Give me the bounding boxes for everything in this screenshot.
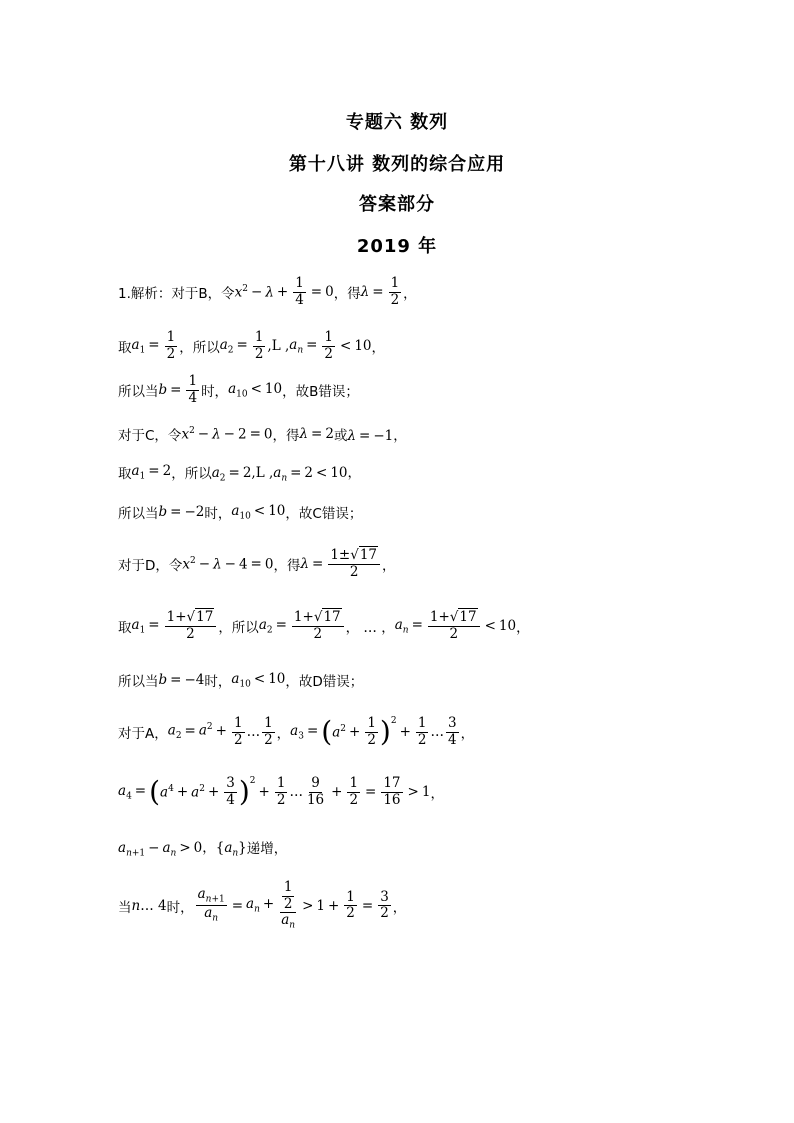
section-title: 答案部分 xyxy=(359,194,435,215)
solution-line-1: 1.解析：对于B，令 $x^2 - \lambda$ + $\frac{1}{4}$ = 0 ，得 λ = $\frac{1}{2}$ ， xyxy=(118,275,417,308)
solution-line-10: 对于A， $a_2 = a^2$ + $\frac{1}{2}$ … 1 2 ， $a_3$ = ( $a^2$ + $\frac{1}{2}$ ) $^2$ + $\frac{1}{2}$ … 3 4 ， xyxy=(118,715,475,749)
lecture-title: 第十八讲 数列的综合应用 xyxy=(288,154,506,175)
solution-line-2: 取 $a_1$ = $\frac{1}{2}$ ，所以 $a_2$ = $\frac{1}{2}$ ,L , $a_n$ = $\frac{1}{2}$ < 10 ， xyxy=(118,329,386,362)
solution-line-7: 对于D，令 $x^2 - \lambda - 4 = 0$ ，得 λ = $\frac{1\pm√17}{2}$ ， xyxy=(118,547,396,580)
topic-title: 专题六 数列 xyxy=(345,112,449,133)
solution-line-4: 对于C，令 $x^2 - \lambda - 2 = 0$ ，得 λ = 2 或 λ = −1， xyxy=(118,425,407,444)
solution-line-11: $a_4$ = ( $a^4 + a^2$ + $\frac{3}{4}$ ) $^2$ + $\frac{1}{2}$ … 9 16 + $\frac{1}{2}$ = $\frac{17}{16}$ > 1 ， xyxy=(118,775,444,809)
solution-line-13: 当 n… 4 时， $\frac{a_{n+1}}{a_n}$ = $a_n$ + $\frac{\frac{1}{2}}{a_n}$ > 1 + $\frac{1}{2}$ = $\frac{3}{2}$ ， xyxy=(118,879,407,931)
solution-line-12: $a_{n+1} - a_n > 0$，$\{a_n\}$ 递增， xyxy=(118,840,288,859)
solution-line-6: 所以当 b = −2 时， $a_{10} < 10$ ，故C错误； xyxy=(118,502,363,522)
solution-line-9: 所以当 b = −4 时， $a_{10} < 10$ ，故D错误； xyxy=(118,670,364,690)
solution-line-5: 取 $a_1 = 2$ ，所以 $a_2 = 2,L$ $,a_n = 2 < 10$， xyxy=(118,463,362,484)
solution-line-3: 所以当 b = $\frac{1}{4}$ 时， $a_{10} < 10$ ，故B错误； xyxy=(118,373,359,406)
year-title: 2019 年 xyxy=(356,236,438,257)
solution-line-8: 取 $a_1$ = $\frac{1+√17}{2}$ ，所以 $a_2$ = $\frac{1+√17}{2}$ ， … ， $a_n$ = $\frac{1+√17}{2}$ < 10 ， xyxy=(118,609,530,642)
